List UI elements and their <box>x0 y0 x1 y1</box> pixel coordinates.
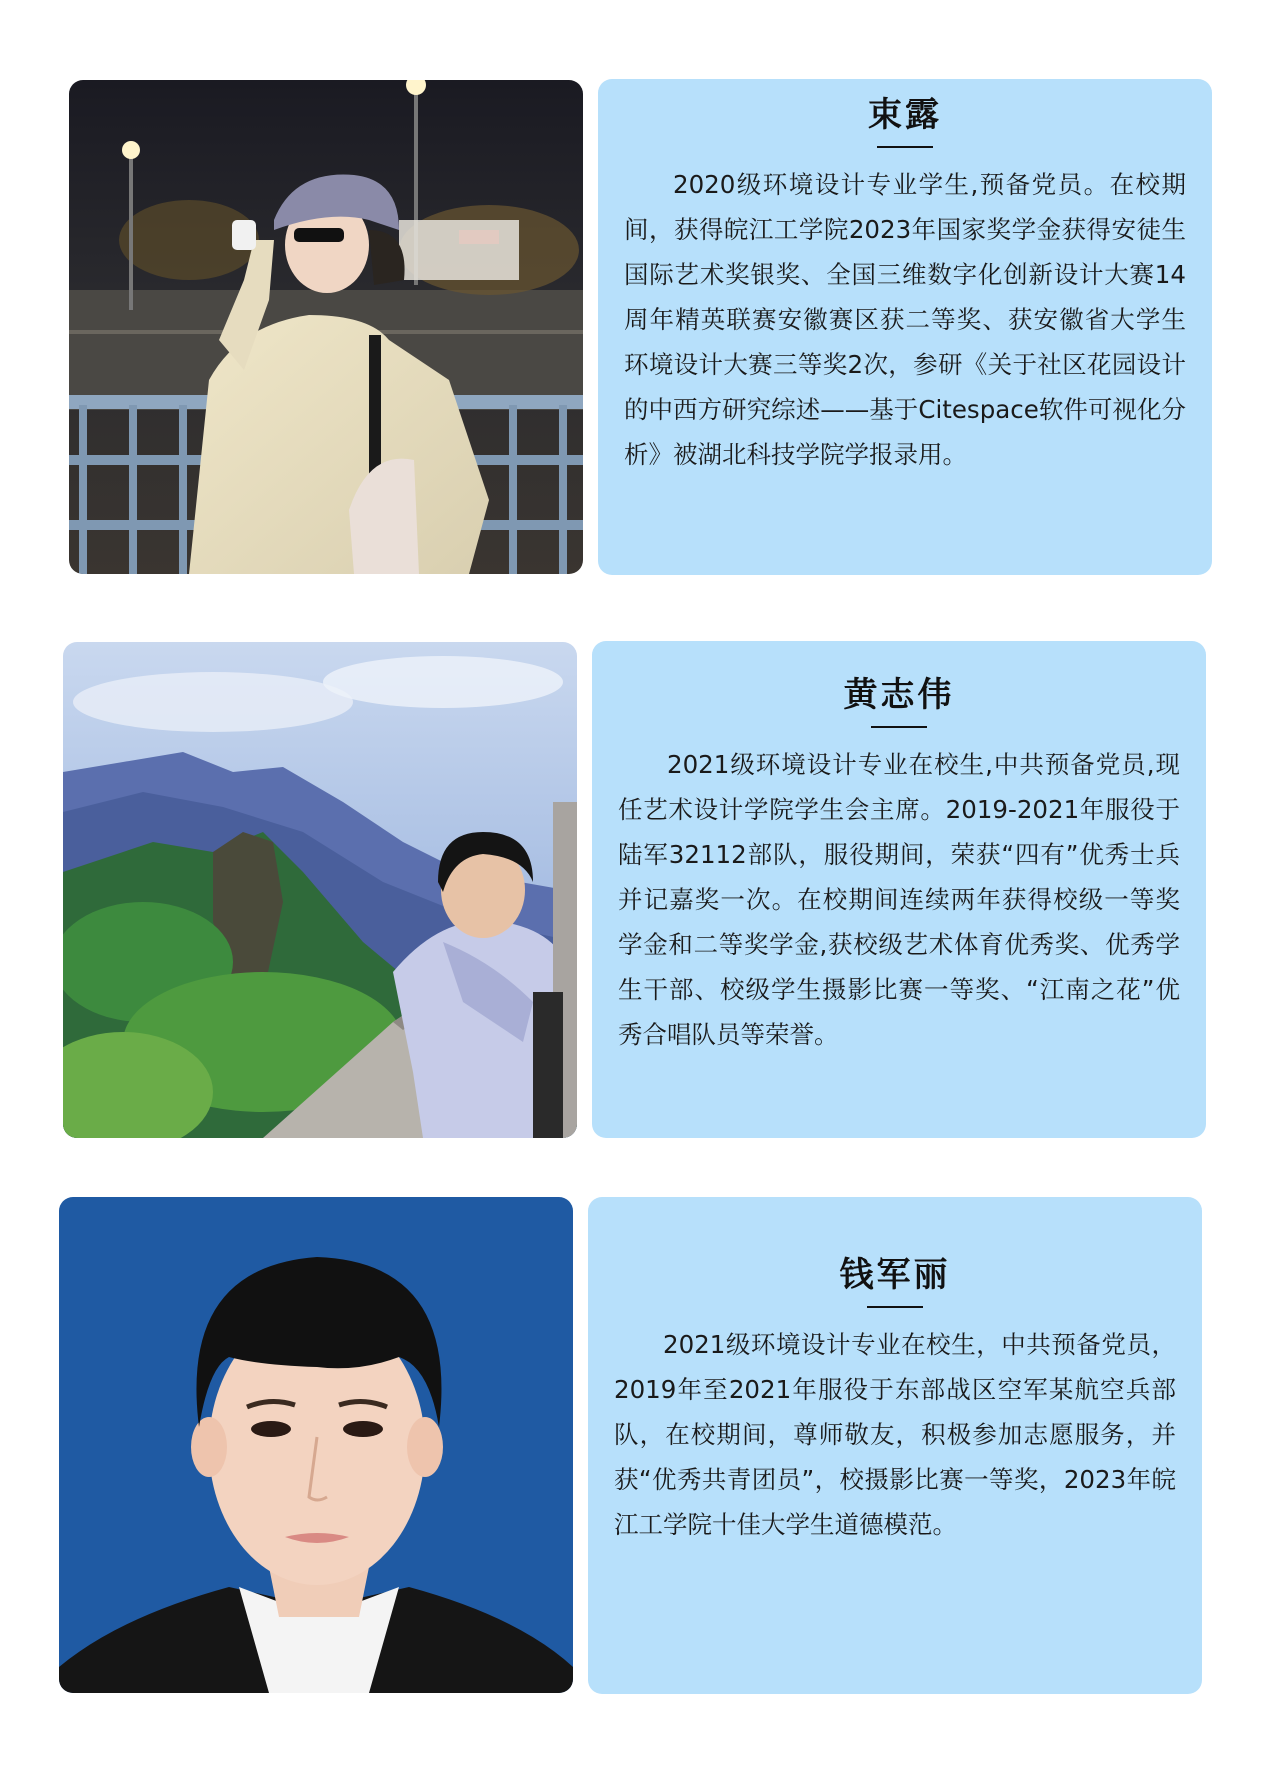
profile-bio: 2020级环境设计专业学生,预备党员。在校期间，获得皖江工学院2023年国家奖学金获得安徒生国际艺术奖银奖、全国三维数字化创新设计大赛14周年精英联赛安徽赛区获二等奖、获安徽省大学生环境设计大赛三等奖2次，参研《关于社区花园设计的中西方研究综述——基于Citespace软件可视化分析》被湖北科技学院学报录用。 <box>624 170 1186 469</box>
profile-photo-1 <box>69 80 583 574</box>
id-portrait-photo <box>59 1197 573 1693</box>
profile-photo-2 <box>63 642 577 1138</box>
profile-card-3 <box>588 1197 1202 1694</box>
profile-photo-3 <box>59 1197 573 1693</box>
profile-bio: 2021级环境设计专业在校生,中共预备党员,现任艺术设计学院学生会主席。2019-2021年服役于陆军32112部队，服役期间，荣获“四有”优秀士兵并记嘉奖一次。在校期间连续两年获得校级一等奖学金和二等奖学金,获校级艺术体育优秀奖、优秀学生干部、校级学生摄影比赛一等奖、“江南之花”优秀合唱队员等荣誉。 <box>618 750 1180 1049</box>
name-divider <box>877 146 933 148</box>
name-divider <box>867 1306 923 1308</box>
profile-name: 黄志伟 <box>843 675 955 715</box>
night-street-photo <box>69 80 583 574</box>
profile-card-2 <box>592 641 1206 1138</box>
profile-card-1 <box>598 79 1212 575</box>
profile-name: 钱军丽 <box>839 1255 951 1295</box>
name-divider <box>871 726 927 728</box>
profile-bio: 2021级环境设计专业在校生，中共预备党员，2019年至2021年服役于东部战区空军某航空兵部队，在校期间，尊师敬友，积极参加志愿服务，并获“优秀共青团员”，校摄影比赛一等奖，2023年皖江工学院十佳大学生道德模范。 <box>614 1330 1176 1539</box>
profile-name: 束露 <box>868 95 942 135</box>
mountain-landscape-photo <box>63 642 577 1138</box>
